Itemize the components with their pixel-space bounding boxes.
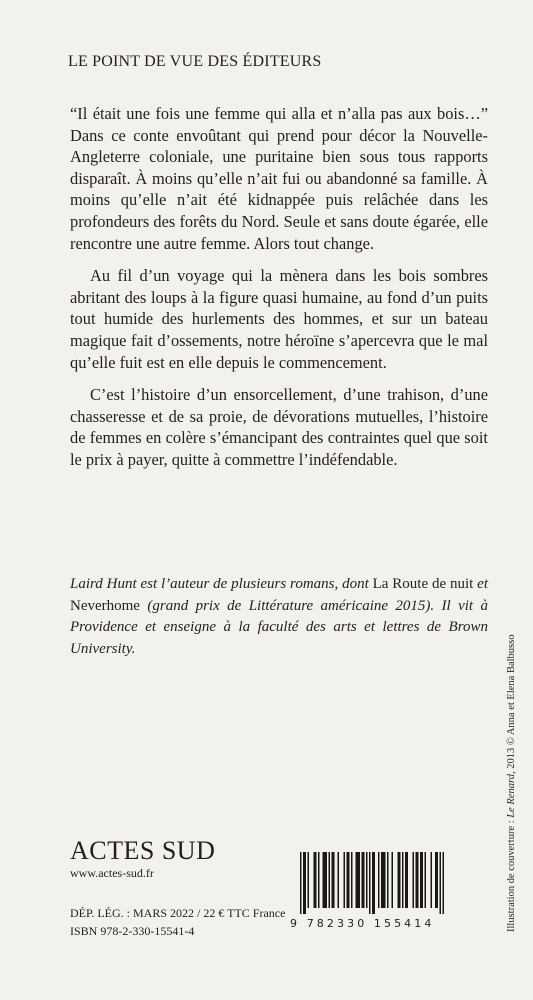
credit-text-1: Illustration de couverture :	[506, 817, 517, 932]
barcode-bar	[405, 852, 408, 908]
barcode-bar	[323, 852, 328, 908]
bio-book-title-1: La Route de nuit	[372, 576, 474, 592]
barcode-bar	[443, 852, 445, 914]
barcode-bar	[398, 852, 401, 908]
blurb-paragraph-3: C’est l’histoire d’un ensorcellement, d’une trahison, d’une chasseresse et de sa proie, de dévorations mutuelles, l’histoire de femmes en colère s’émancipant des contraintes quel que soit le prix à payer, quitte à commettre l’indéfendable.	[70, 385, 488, 469]
publisher-logo: ACTES SUD	[70, 836, 216, 865]
bio-text-1: Laird Hunt est l’auteur de plusieurs romans, dont	[70, 576, 373, 592]
barcode-digits: 9 782330 155414	[290, 917, 435, 930]
barcode-bar	[351, 852, 353, 908]
bio-book-title-2: Neverhome	[70, 597, 140, 614]
barcode-bar	[332, 852, 335, 908]
barcode-bar	[329, 852, 331, 908]
publisher-url: www.actes-sud.fr	[70, 866, 154, 880]
barcode-bar	[416, 852, 419, 908]
bio-text-2: et	[473, 576, 489, 592]
blurb-paragraph-1: “Il était une fois une femme qui alla et n’alla pas aux bois…” Dans ce conte envoûtant qui prend pour décor la Nouvelle-Angleterre coloniale, une puritaine bien sous tous rapports disparaît. À moins qu’elle n’ait fui ou abandonné sa famille. À moins qu’elle n’ait été kidnappée puis relâchée dans les profondeurs des forêts du Nord. Seule et sans doute égarée, elle rencontre une autre femme. Alors tout change.	[70, 104, 488, 253]
author-bio	[70, 574, 488, 660]
barcode-bar	[300, 852, 302, 914]
credit-text-2: , 2013 © Anna et Elena Balbusso	[506, 634, 517, 775]
barcode-bar	[387, 852, 389, 908]
barcode-bar	[344, 852, 346, 908]
barcode-bar	[369, 852, 371, 914]
barcode-bar	[392, 852, 394, 908]
barcode-bar	[413, 852, 415, 908]
barcode-bar	[440, 852, 442, 914]
legal-deposit: DÉP. LÉG. : MARS 2022 / 22 € TTC France	[70, 906, 286, 920]
blurb-paragraph-2: Au fil d’un voyage qui la mènera dans les bois sombres abritant des loups à la figure quasi humaine, au fond d’un puits tout humide des hurlements des hommes, et sur un bateau magique fait d’ossements, notre héroïne s’apercevra que le mal qu’elle fuit est en elle depuis le commencement.	[70, 266, 488, 372]
barcode-bar	[431, 852, 433, 908]
barcode-bar	[356, 852, 361, 908]
isbn: ISBN 978-2-330-15541-4	[70, 924, 195, 938]
barcode-bar	[318, 852, 320, 908]
barcode-bar	[435, 852, 438, 908]
barcode-bar	[338, 852, 340, 908]
barcode-bar	[366, 852, 368, 908]
barcode-bar	[425, 852, 427, 908]
credit-title: Le Renard	[506, 774, 517, 818]
section-heading: LE POINT DE VUE DES ÉDITEURS	[68, 53, 322, 70]
cover-illustration-credit	[506, 635, 517, 932]
barcode-bar	[420, 852, 423, 908]
bio-text-3: (grand prix de Littérature américaine 2015). Il vit à Providence et enseigne à la faculté des arts et lettres de Brown University.	[70, 597, 488, 657]
blurb	[70, 103, 488, 482]
barcode-bar	[347, 852, 350, 908]
barcode-bar	[381, 852, 386, 908]
barcode-bar	[314, 852, 317, 908]
barcode-bar	[362, 852, 365, 908]
barcode-bars	[298, 852, 478, 914]
barcode-bar	[372, 852, 375, 914]
barcode-bar	[308, 852, 310, 908]
barcode-bar	[378, 852, 380, 908]
barcode-bar	[303, 852, 306, 914]
barcode-bar	[402, 852, 404, 908]
